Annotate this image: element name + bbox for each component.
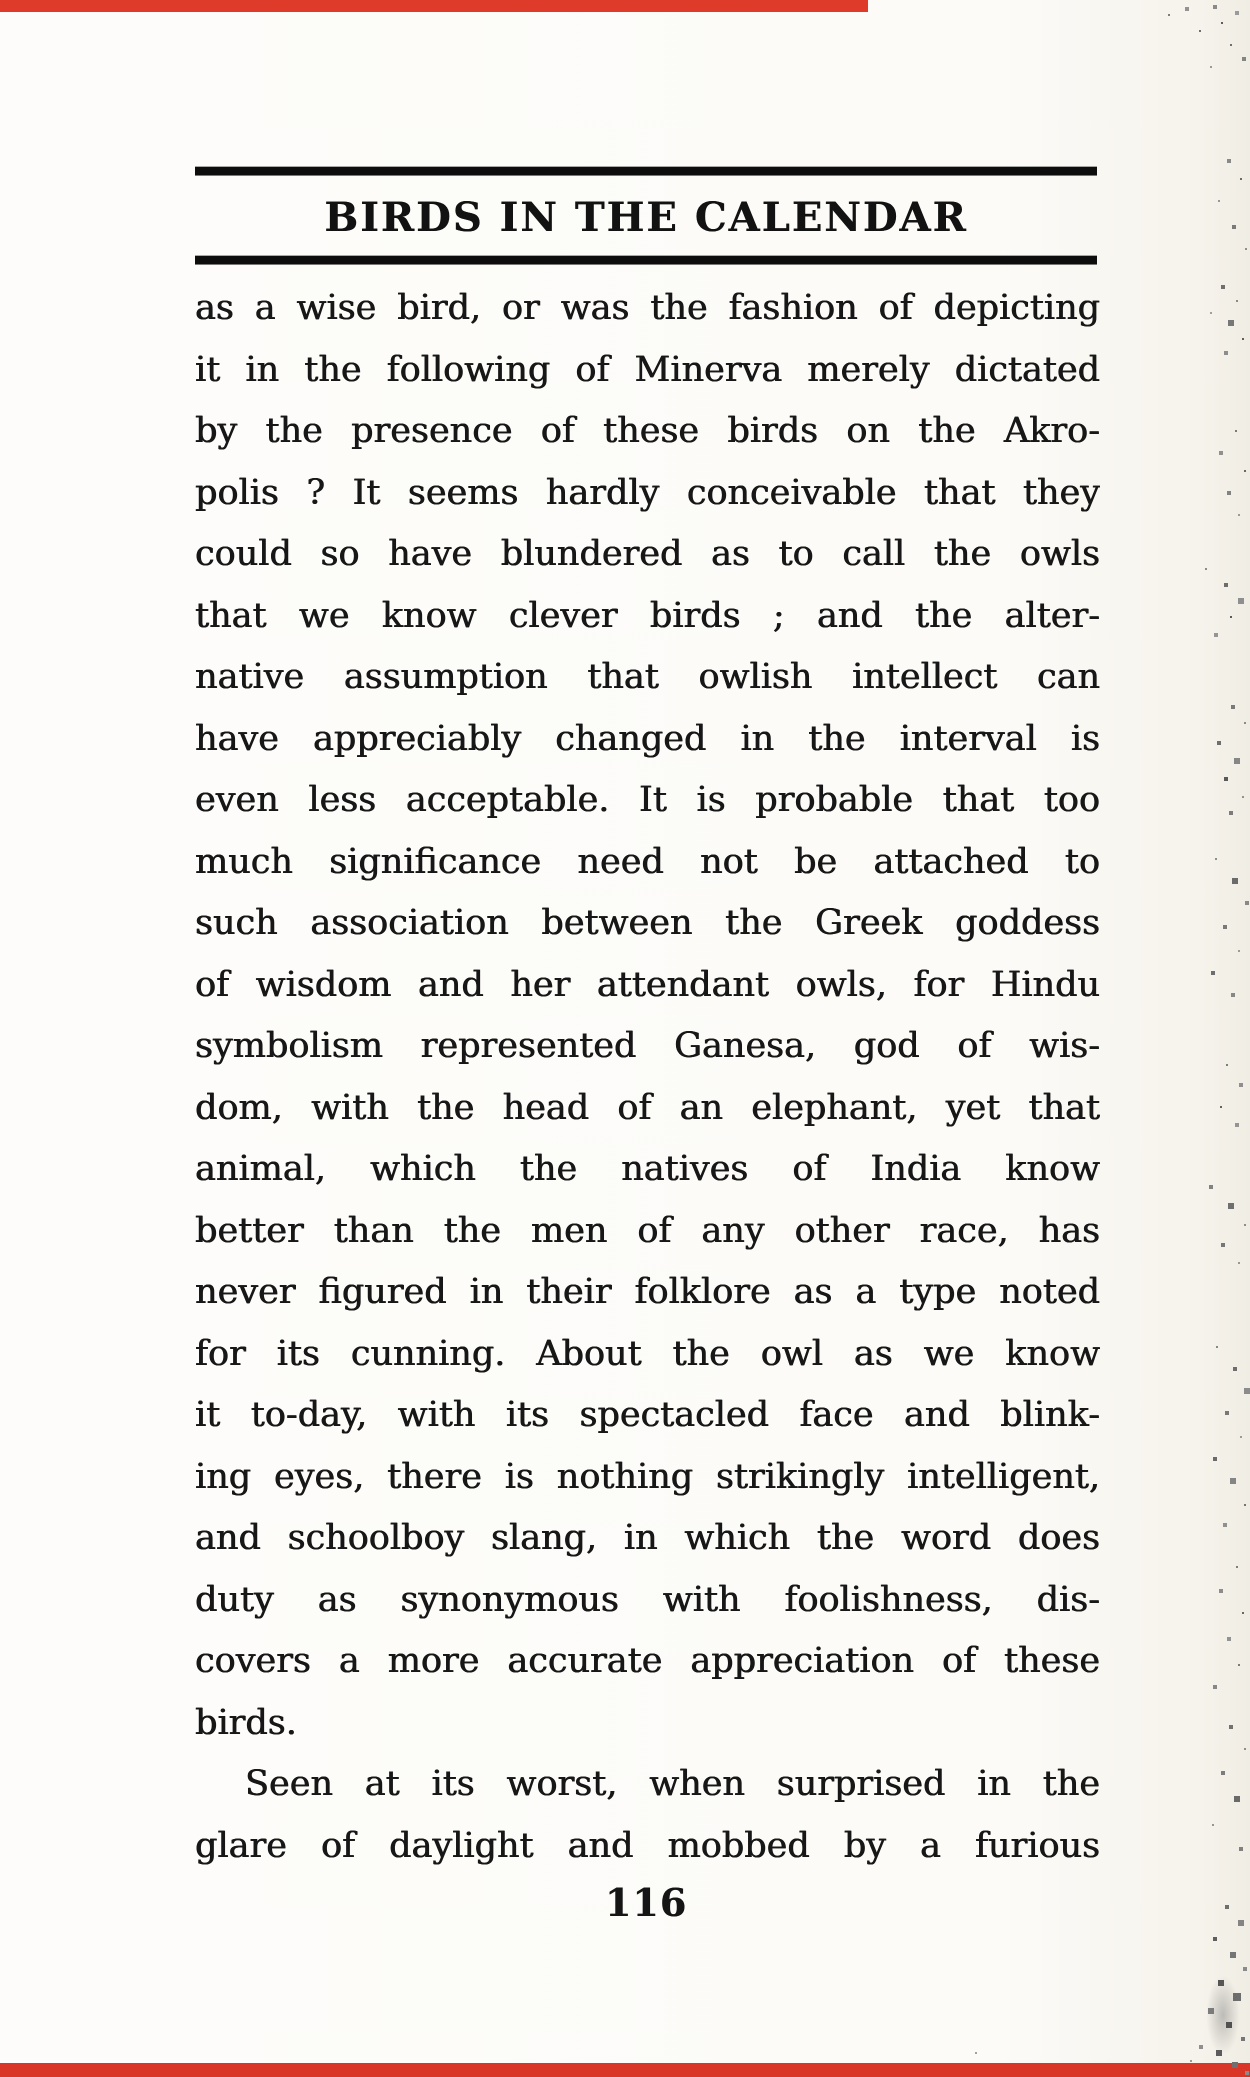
text-line: never figured in their folklore as a type noted (195, 1272, 1100, 1312)
text-line: glare of daylight and mobbed by a furious (195, 1825, 1100, 1866)
text-line: covers a more accurate appreciation of these (195, 1641, 1100, 1681)
text-line: much significance need not be attached to (195, 841, 1100, 882)
text-line: Seen at its worst, when surprised in the (245, 1764, 1100, 1804)
text-line: duty as synonymous with foolishness, dis- (195, 1579, 1100, 1620)
running-head-title: BIRDS IN THE CALENDAR (324, 194, 968, 241)
scan-noise-blob (1206, 1975, 1240, 2055)
text-line: such association between the Greek goddess (195, 903, 1100, 943)
page-body-text (195, 278, 1100, 1877)
text-line: dom, with the head of an elephant, yet that (195, 1087, 1100, 1128)
header-rule-top (195, 167, 1097, 175)
header-rule-bottom (195, 256, 1097, 264)
text-line: could so have blundered as to call the owls (195, 534, 1100, 574)
text-line: have appreciably changed in the interval is (195, 718, 1100, 759)
book-edge-top (0, 0, 868, 12)
text-line: it to-day, with its spectacled face and blink- (195, 1395, 1100, 1435)
text-line: animal, which the natives of India know (195, 1149, 1100, 1189)
text-line: that we know clever birds ; and the alter- (195, 595, 1100, 636)
text-line: as a wise bird, or was the fashion of depicting (195, 288, 1100, 328)
text-line: native assumption that owlish intellect can (195, 657, 1100, 697)
text-line: even less acceptable. It is probable that too (195, 780, 1100, 820)
text-line: birds. (195, 1702, 297, 1743)
text-line: it in the following of Minerva merely dictated (195, 349, 1100, 390)
text-line: for its cunning. About the owl as we know (195, 1333, 1100, 1374)
text-line: better than the men of any other race, has (195, 1210, 1100, 1251)
text-line: ing eyes, there is nothing strikingly intelligent, (195, 1456, 1100, 1497)
text-line: and schoolboy slang, in which the word does (195, 1518, 1100, 1558)
text-line: symbolism represented Ganesa, god of wis- (195, 1026, 1100, 1066)
text-line: of wisdom and her attendant owls, for Hindu (195, 964, 1100, 1005)
page-number: 116 (604, 1880, 688, 1925)
book-edge-bottom (0, 2063, 1250, 2077)
text-line: polis ? It seems hardly conceivable that they (195, 472, 1100, 513)
text-line: by the presence of these birds on the Akro- (195, 411, 1100, 451)
